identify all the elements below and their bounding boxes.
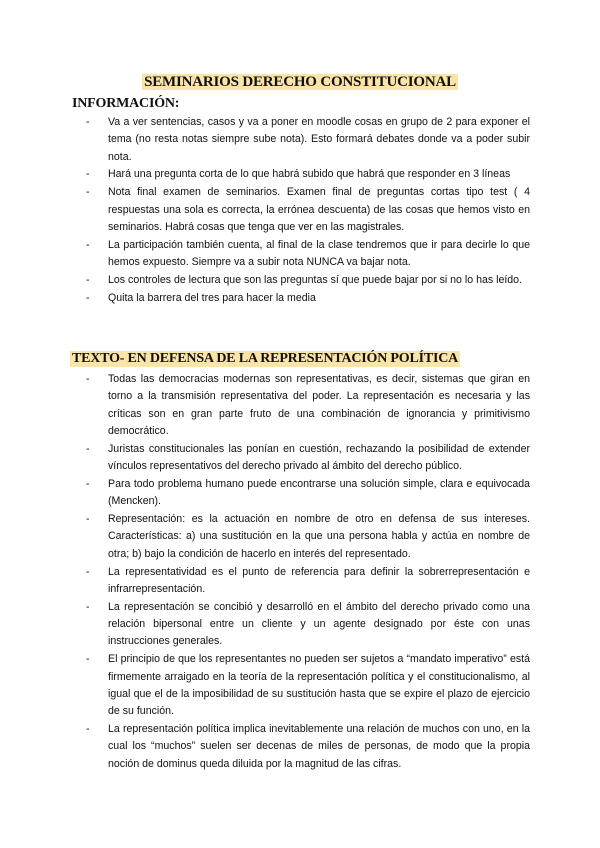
bullet-item: - Hará una pregunta corta de lo que habrá subido que habrá que responder en 3 líneas (86, 166, 530, 183)
document-title: SEMINARIOS DERECHO CONSTITUCIONAL (144, 74, 456, 90)
bullet-item: - La representatividad es el punto de referencia para definir la sobrerrepresentación e infrarrepresentación. (86, 564, 530, 599)
bullet-item: - El principio de que los representantes no pueden ser sujetos a “mandato imperativo” está firmemente arraigado en la teoría de la representación política y el constitucionalismo, al igual que el de la imposibilidad de su sustitución hasta que se expire el plazo de ejercicio de su función. (86, 651, 530, 720)
bullet-item: - Para todo problema humano puede encontrarse una solución simple, clara e equivocada (Mencken). (86, 476, 530, 511)
bullet-item: - Los controles de lectura que son las preguntas sí que puede bajar por si no lo has leído. (86, 272, 530, 289)
bullet-item: - Quita la barrera del tres para hacer la media (86, 290, 530, 307)
texto-bullet-list (86, 371, 530, 774)
section-heading-informacion: INFORMACIÓN: (72, 96, 180, 111)
document-title-wrapper (0, 73, 600, 91)
bullet-item: - Juristas constitucionales las ponían en cuestión, rechazando la posibilidad de extender vínculos representativos del derecho privado al ámbito del derecho público. (86, 441, 530, 476)
bullet-item: - La participación también cuenta, al final de la clase tendremos que ir para decirle lo que hemos expuesto. Siempre va a subir nota NUNCA va bajar nota. (86, 237, 530, 272)
bullet-item: - La representación política implica inevitablemente una relación de muchos con uno, en la cual los “muchos” suelen ser decenas de miles de personas, de modo que la propia noción de dominus queda diluida por la magnitud de las cifras. (86, 721, 530, 773)
bullet-item: - Nota final examen de seminarios. Examen final de preguntas cortas tipo test ( 4 respuestas una sola es correcta, la errónea descuenta) de las cosas que hemos visto en seminarios. Habrá cosas que tenga que ver en las magistrales. (86, 184, 530, 236)
bullet-item: - Todas las democracias modernas son representativas, es decir, sistemas que giran en torno a la transmisión representativa del poder. La representación es necesaria y las críticas son en gran parte fruto de una combinación de ignorancia y primitivismo democrático. (86, 371, 530, 440)
bullet-item: - La representación se concibió y desarrolló en el ámbito del derecho privado como una relación bipersonal entre un cliente y un agente designado por éste con unas instrucciones generales. (86, 599, 530, 651)
informacion-bullet-list (86, 114, 530, 308)
bullet-item: - Va a ver sentencias, casos y va a poner en moodle cosas en grupo de 2 para exponer el tema (no resta notas siempre sube nota). Esto formará debates donde va a poder subir nota. (86, 114, 530, 166)
section-heading-texto: TEXTO- EN DEFENSA DE LA REPRESENTACIÓN POLÍTICA (72, 351, 459, 366)
bullet-item: - Representación: es la actuación en nombre de otro en defensa de sus intereses. Características: a) una sustitución en la que una persona habla y actúa en nombre de otra; b) bajo la condición de hacerlo en interés del representado. (86, 511, 530, 563)
